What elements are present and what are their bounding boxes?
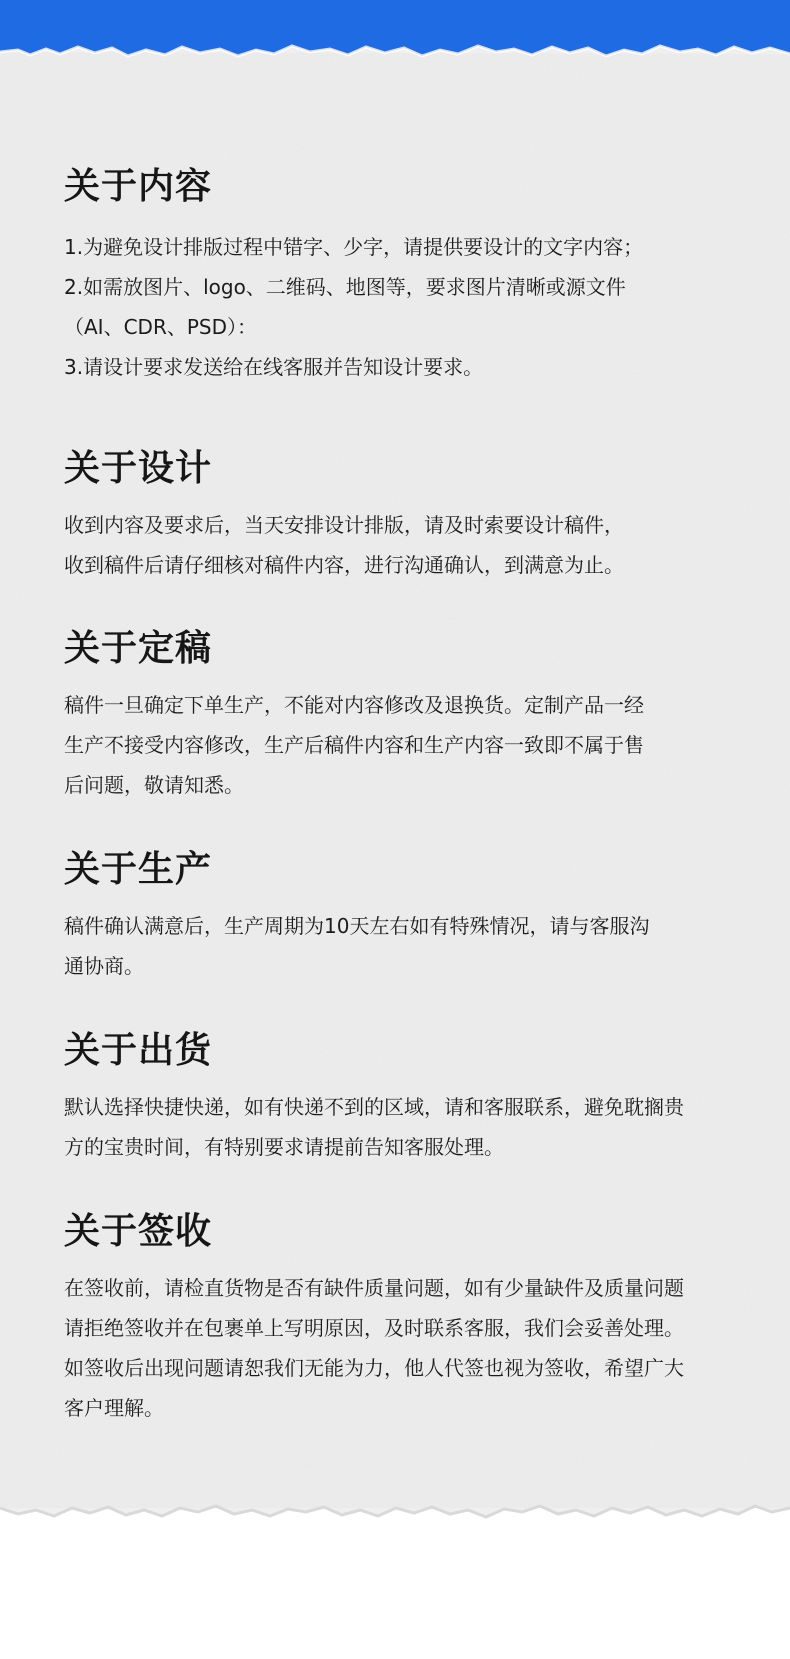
section-body [64,227,744,387]
section-body [64,906,744,986]
section-title: 关于内容 [64,166,213,207]
body-line: 收到稿件后请仔细核对稿件内容，进行沟通确认，到满意为止。 [64,553,624,577]
section-title: 关于签收 [64,1211,213,1252]
body-line: 通协商。 [64,954,144,978]
body-line: （AI、CDR、PSD）： [64,315,257,339]
body-line: 如签收后出现问题请恕我们无能为力，他人代签也视为签收，希望广大 [64,1356,684,1380]
section-finalize [64,627,744,805]
section-design [64,447,744,585]
body-line: 后问题，敬请知悉。 [64,773,244,797]
section-body [64,1087,744,1167]
section-production [64,848,744,986]
body-line: 3.请设计要求发送给在线客服并告知设计要求。 [64,355,484,379]
body-line: 1.为避免设计排版过程中错字、少字，请提供要设计的文字内容； [64,235,644,259]
body-line: 方的宝贵时间，有特别要求请提前告知客服处理。 [64,1135,504,1159]
section-title: 关于生产 [64,849,213,890]
body-line: 在签收前，请检直货物是否有缺件质量问题，如有少量缺件及质量问题 [64,1276,684,1300]
section-title: 关于定稿 [64,628,213,669]
section-body [64,1268,744,1428]
section-body [64,505,744,585]
body-line: 客户理解。 [64,1396,164,1420]
body-line: 默认选择快捷快递，如有快递不到的区域，请和客服联系，避免耽搁贵 [64,1095,684,1119]
section-title: 关于出货 [64,1030,213,1071]
body-line: 稿件确认满意后，生产周期为10天左右如有特殊情况，请与客服沟 [64,914,650,938]
section-shipping [64,1029,744,1167]
section-body [64,685,744,805]
body-line: 生产不接受内容修改，生产后稿件内容和生产内容一致即不属于售 [64,733,644,757]
body-line: 稿件一旦确定下单生产，不能对内容修改及退换货。定制产品一经 [64,693,644,717]
body-line: 2.如需放图片、logo、二维码、地图等，要求图片清晰或源文件 [64,275,626,299]
section-title: 关于设计 [64,448,213,489]
section-receipt [64,1210,744,1428]
section-content [64,165,744,387]
body-line: 请拒绝签收并在包裹单上写明原因，及时联系客服，我们会妥善处理。 [64,1316,684,1340]
body-line: 收到内容及要求后，当天安排设计排版，请及时索要设计稿件， [64,513,624,537]
